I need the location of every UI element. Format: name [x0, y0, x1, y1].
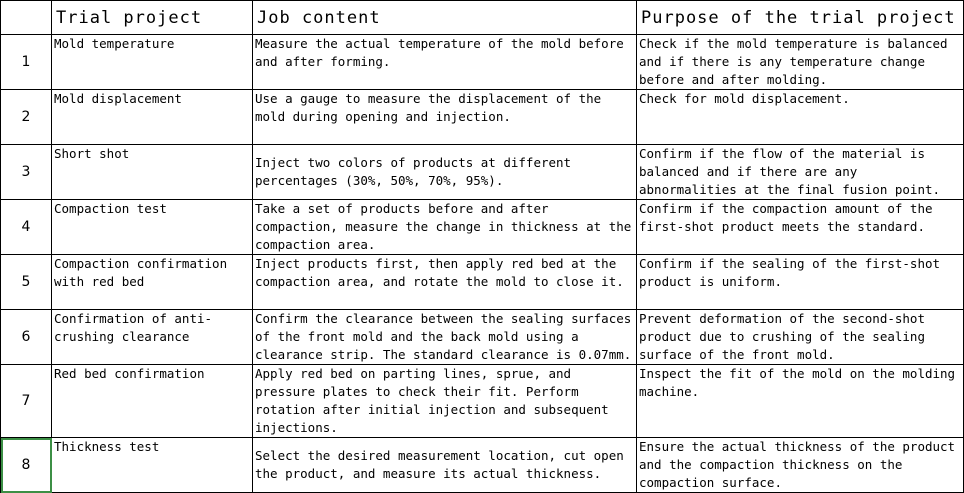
purpose-cell[interactable]: Confirm if the compaction amount of the first-shot product meets the standard. [637, 200, 964, 255]
header-row [1, 1, 964, 35]
trial-project-cell[interactable]: Compaction confirmation with red bed [52, 255, 253, 310]
table-row [1, 200, 964, 255]
header-purpose[interactable]: Purpose of the trial project [637, 1, 964, 35]
job-content-cell[interactable]: Take a set of products before and after compaction, measure the change in thickness at the compaction area. [253, 200, 637, 255]
row-number-selected-cell[interactable]: 8 [1, 438, 52, 493]
purpose-cell[interactable]: Check for mold displacement. [637, 90, 964, 145]
table-row [1, 310, 964, 365]
purpose-cell[interactable]: Inspect the fit of the mold on the molding machine. [637, 365, 964, 438]
table-row [1, 90, 964, 145]
job-content-cell[interactable]: Measure the actual temperature of the mold before and after forming. [253, 35, 637, 90]
row-number[interactable]: 7 [1, 365, 52, 438]
job-content-cell[interactable]: Confirm the clearance between the sealing surfaces of the front mold and the back mold using a clearance strip. The standard clearance is 0.07mm. [253, 310, 637, 365]
job-content-cell[interactable]: Apply red bed on parting lines, sprue, and pressure plates to check their fit. Perform rotation after initial injection and subsequent injections. [253, 365, 637, 438]
job-content-cell[interactable]: Use a gauge to measure the displacement of the mold during opening and injection. [253, 90, 637, 145]
row-number[interactable]: 4 [1, 200, 52, 255]
row-number[interactable]: 3 [1, 145, 52, 200]
table-row [1, 35, 964, 90]
purpose-cell[interactable]: Ensure the actual thickness of the product and the compaction thickness on the compaction surface. [637, 438, 964, 493]
trial-project-cell[interactable]: Mold temperature [52, 35, 253, 90]
table-row [1, 145, 964, 200]
purpose-cell[interactable]: Confirm if the sealing of the first-shot product is uniform. [637, 255, 964, 310]
row-number[interactable]: 5 [1, 255, 52, 310]
table-row [1, 255, 964, 310]
trial-project-cell[interactable]: Mold displacement [52, 90, 253, 145]
job-content-cell[interactable]: Inject two colors of products at different percentages (30%, 50%, 70%, 95%). [253, 145, 637, 200]
trial-project-cell[interactable]: Confirmation of anti-crushing clearance [52, 310, 253, 365]
trial-project-cell[interactable]: Compaction test [52, 200, 253, 255]
table-row [1, 365, 964, 438]
trial-project-cell[interactable]: Short shot [52, 145, 253, 200]
row-number[interactable]: 6 [1, 310, 52, 365]
purpose-cell[interactable]: Prevent deformation of the second-shot product due to crushing of the sealing surface of the front mold. [637, 310, 964, 365]
trial-project-cell[interactable]: Red bed confirmation [52, 365, 253, 438]
header-trial-project[interactable]: Trial project [52, 1, 253, 35]
trial-project-cell[interactable]: Thickness test [52, 438, 253, 493]
purpose-cell[interactable]: Check if the mold temperature is balanced and if there is any temperature change before and after molding. [637, 35, 964, 90]
purpose-cell[interactable]: Confirm if the flow of the material is balanced and if there are any abnormalities at the final fusion point. [637, 145, 964, 200]
header-job-content[interactable]: Job content [253, 1, 637, 35]
row-number[interactable]: 2 [1, 90, 52, 145]
row-number[interactable]: 1 [1, 35, 52, 90]
header-number[interactable] [1, 1, 52, 35]
job-content-cell[interactable]: Inject products first, then apply red bed at the compaction area, and rotate the mold to close it. [253, 255, 637, 310]
job-content-cell[interactable]: Select the desired measurement location, cut open the product, and measure its actual thickness. [253, 438, 637, 493]
table-row [1, 438, 964, 493]
